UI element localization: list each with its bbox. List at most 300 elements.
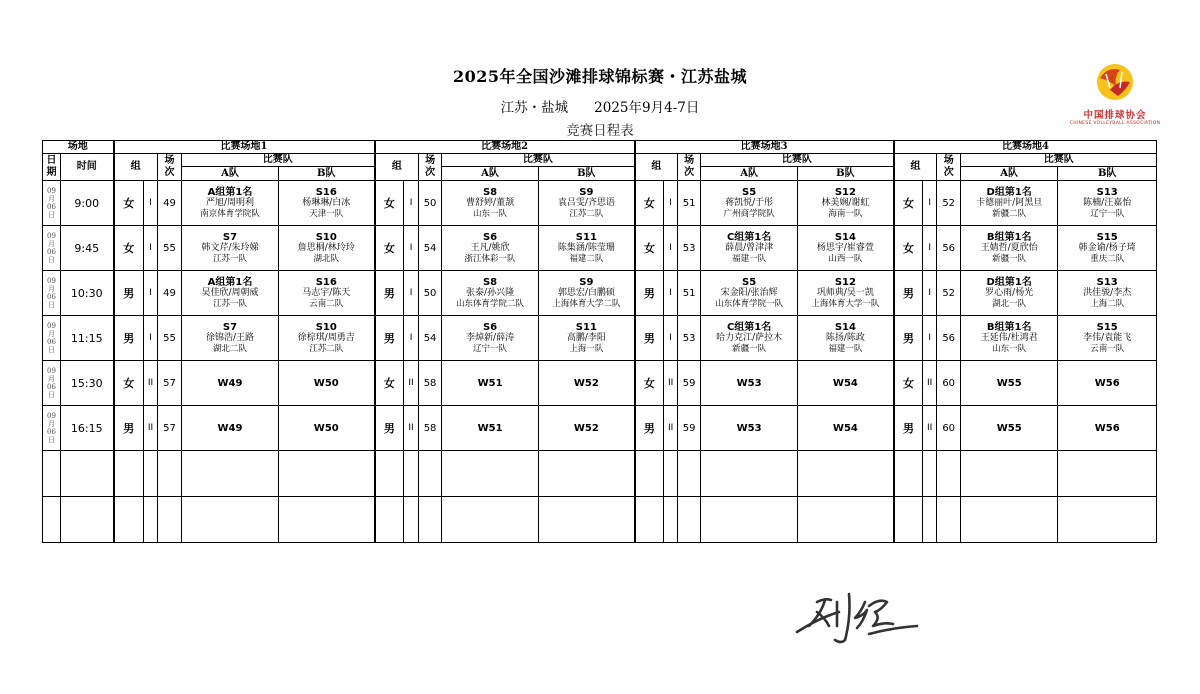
court-4-header: 比赛场地4 [894, 141, 1157, 154]
empty-cell [923, 451, 937, 497]
round-cell: I [923, 316, 937, 361]
team-code: W52 [573, 377, 599, 389]
gender-cell: 男 [635, 406, 664, 451]
team-code: W53 [736, 422, 762, 434]
teams-label: 比赛队 [701, 154, 894, 167]
match-number-cell: 55 [158, 226, 182, 271]
gender-cell: 女 [375, 181, 404, 226]
team-club: 南京体育学院队 [200, 208, 260, 219]
court-1-header: 比赛场地1 [114, 141, 375, 154]
team-b-cell [1058, 181, 1157, 226]
empty-row [43, 497, 1157, 543]
round-cell: I [664, 271, 678, 316]
team-players: 徐锦浩/王路 [205, 332, 255, 343]
empty-cell [61, 497, 114, 543]
date-part: 月 [48, 285, 55, 293]
match-number-cell: 60 [937, 361, 961, 406]
empty-cell [144, 451, 158, 497]
gender-cell: 男 [114, 406, 144, 451]
team-b-cell [539, 406, 635, 451]
team-b-cell [1058, 316, 1157, 361]
empty-cell [419, 451, 442, 497]
team-a-cell [182, 181, 279, 226]
gender-cell: 女 [114, 361, 144, 406]
team-b-cell [279, 181, 375, 226]
empty-cell [279, 451, 375, 497]
date-part: 06 [47, 203, 56, 211]
empty-cell [61, 451, 114, 497]
date-part: 日 [48, 301, 55, 309]
round-cell: I [404, 316, 419, 361]
team-b-cell [539, 316, 635, 361]
round-cell: II [404, 406, 419, 451]
team-club: 福建一队 [732, 253, 767, 264]
team-code: S9 [579, 186, 594, 198]
date-part: 06 [47, 338, 56, 346]
gender-cell: 女 [635, 226, 664, 271]
team-code: W56 [1094, 377, 1120, 389]
schedule-row [43, 406, 1157, 451]
team-a-cell [701, 406, 798, 451]
round-cell: II [144, 406, 158, 451]
round-cell: I [144, 316, 158, 361]
team-club: 辽宁一队 [473, 343, 508, 354]
empty-cell [144, 497, 158, 543]
date-part: 月 [48, 195, 55, 203]
team-players: 哈力克江/萨拉木 [716, 332, 783, 343]
team-code: S5 [742, 186, 757, 198]
team-club: 山东体育学院一队 [715, 298, 784, 309]
team-players: 詹思桐/林玲玲 [297, 242, 355, 253]
team-club: 天津一队 [309, 208, 344, 219]
team-code: S5 [742, 276, 757, 288]
team-players: 蒋凯悦/于彤 [725, 197, 774, 208]
team-a-cell [701, 181, 798, 226]
team-club: 江苏一队 [212, 253, 247, 264]
empty-cell [158, 497, 182, 543]
team-club: 云南二队 [309, 298, 344, 309]
empty-cell [419, 497, 442, 543]
match-number-cell: 54 [419, 226, 442, 271]
team-code: W56 [1094, 422, 1120, 434]
team-code: S13 [1096, 276, 1118, 288]
team-club: 新疆一队 [732, 343, 767, 354]
schedule-table [42, 140, 1157, 543]
team-code: W51 [477, 377, 503, 389]
match-number-cell: 54 [419, 316, 442, 361]
team-a-label: A队 [961, 167, 1058, 181]
match-label: 场 次 [678, 154, 701, 181]
team-players: 马志宇/陈天 [302, 287, 351, 298]
date-cell [43, 406, 61, 451]
team-b-cell [279, 406, 375, 451]
court-3-header: 比赛场地3 [635, 141, 894, 154]
team-players: 徐棕琪/周勇吉 [297, 332, 355, 343]
empty-cell [635, 451, 664, 497]
venue-label: 场地 [43, 141, 114, 154]
gender-cell: 男 [375, 316, 404, 361]
gender-cell: 男 [375, 406, 404, 451]
team-a-cell [442, 316, 539, 361]
team-b-cell [539, 361, 635, 406]
team-b-cell [798, 316, 894, 361]
empty-cell [442, 451, 539, 497]
schedule-row [43, 226, 1157, 271]
date-part: 日 [48, 436, 55, 444]
team-players: 王凡/姚欣 [470, 242, 510, 253]
team-club: 山东体育学院二队 [456, 298, 525, 309]
date-cell [43, 226, 61, 271]
team-code: W55 [996, 422, 1022, 434]
match-number-cell: 55 [158, 316, 182, 361]
match-number-cell: 49 [158, 271, 182, 316]
team-code: S15 [1096, 321, 1118, 333]
empty-cell [664, 451, 678, 497]
team-players: 李伟/袁能飞 [1083, 332, 1132, 343]
date-part: 日 [48, 346, 55, 354]
gender-cell: 女 [894, 361, 923, 406]
header-row-venue [43, 141, 1157, 154]
team-club: 上海体育大学二队 [552, 298, 621, 309]
empty-row [43, 451, 1157, 497]
team-players: 宋金阳/张治辉 [720, 287, 778, 298]
team-players: 陈楠/汪嘉怡 [1083, 197, 1132, 208]
date-part: 09 [47, 187, 56, 195]
team-code: D组第1名 [986, 186, 1032, 198]
teams-label: 比赛队 [961, 154, 1157, 167]
team-code: W49 [217, 422, 243, 434]
team-players: 郭思宏/白鹏硕 [557, 287, 615, 298]
team-code: B组第1名 [986, 321, 1032, 333]
team-code: S11 [575, 321, 597, 333]
date-part: 09 [47, 232, 56, 240]
date-part: 月 [48, 420, 55, 428]
schedule-title: 竞赛日程表 [566, 123, 634, 139]
team-club: 云南一队 [1090, 343, 1125, 354]
match-number-cell: 49 [158, 181, 182, 226]
team-code: S7 [222, 321, 238, 333]
team-players: 韩文芹/朱玲娣 [201, 242, 259, 253]
date-part: 06 [47, 248, 56, 256]
group-label: 组 [375, 154, 419, 181]
empty-cell [404, 451, 419, 497]
team-club: 江苏一队 [212, 298, 247, 309]
team-code: D组第1名 [986, 276, 1032, 288]
match-number-cell: 50 [419, 181, 442, 226]
gender-cell: 女 [635, 181, 664, 226]
match-number-cell: 59 [678, 361, 701, 406]
team-code: A组第1名 [207, 186, 253, 198]
team-club: 湖北二队 [212, 343, 247, 354]
empty-cell [678, 451, 701, 497]
date-cell [43, 271, 61, 316]
logo-subtitle: CHINESE VOLLEYBALL ASSOCIATION [1069, 121, 1161, 126]
date-part: 09 [47, 277, 56, 285]
empty-cell [375, 451, 404, 497]
dates-text: 2025年9月4-7日 [594, 100, 700, 116]
team-code: W51 [477, 422, 503, 434]
team-b-cell [798, 181, 894, 226]
team-code: A组第1名 [207, 276, 253, 288]
team-club: 新疆一队 [992, 253, 1027, 264]
empty-cell [798, 497, 894, 543]
round-cell: II [664, 361, 678, 406]
schedule-row [43, 316, 1157, 361]
time-cell: 16:15 [61, 406, 114, 451]
match-number-cell: 50 [419, 271, 442, 316]
group-label: 组 [894, 154, 937, 181]
team-b-cell [539, 271, 635, 316]
round-cell: I [144, 226, 158, 271]
empty-cell [894, 497, 923, 543]
date-cell [43, 361, 61, 406]
logo-name: 中国排球协会 [1083, 110, 1147, 121]
team-a-cell [961, 406, 1058, 451]
empty-cell [635, 497, 664, 543]
team-club: 福建一队 [828, 343, 863, 354]
gender-cell: 男 [375, 271, 404, 316]
time-cell: 11:15 [61, 316, 114, 361]
empty-cell [182, 451, 279, 497]
team-code: S8 [482, 276, 498, 288]
schedule-row [43, 181, 1157, 226]
team-a-cell [442, 406, 539, 451]
date-cell [43, 316, 61, 361]
team-a-cell [701, 271, 798, 316]
date-part: 月 [48, 375, 55, 383]
team-players: 洪佳骏/李杰 [1083, 287, 1132, 298]
team-club: 上海体育大学一队 [811, 298, 880, 309]
team-a-cell [182, 406, 279, 451]
empty-cell [923, 497, 937, 543]
gender-cell: 女 [635, 361, 664, 406]
team-club: 山西一队 [828, 253, 863, 264]
team-a-cell [961, 271, 1058, 316]
team-club: 重庆二队 [1090, 253, 1125, 264]
match-number-cell: 56 [937, 226, 961, 271]
round-cell: I [404, 271, 419, 316]
team-code: S13 [1096, 186, 1118, 198]
team-players: 李焯新/薛涛 [466, 332, 515, 343]
gender-cell: 女 [375, 361, 404, 406]
round-cell: I [144, 181, 158, 226]
empty-cell [279, 497, 375, 543]
team-club: 上海一队 [569, 343, 604, 354]
team-code: B组第1名 [986, 231, 1032, 243]
empty-cell [678, 497, 701, 543]
empty-cell [798, 451, 894, 497]
date-part: 09 [47, 322, 56, 330]
team-club: 上海二队 [1090, 298, 1125, 309]
team-club: 湖北一队 [992, 298, 1027, 309]
team-b-cell [279, 361, 375, 406]
round-cell: II [664, 406, 678, 451]
gender-cell: 男 [635, 271, 664, 316]
team-b-cell [1058, 406, 1157, 451]
team-code: S6 [482, 321, 498, 333]
team-players: 杨琳琳/白冰 [302, 197, 351, 208]
date-part: 09 [47, 412, 56, 420]
gender-cell: 男 [635, 316, 664, 361]
team-players: 严旭/周明利 [205, 197, 255, 208]
team-a-cell [182, 226, 279, 271]
round-cell: I [923, 226, 937, 271]
time-cell: 10:30 [61, 271, 114, 316]
team-a-cell [442, 361, 539, 406]
empty-cell [404, 497, 419, 543]
date-part: 月 [48, 240, 55, 248]
team-code: S16 [315, 276, 337, 288]
team-players: 罗心雨/杨光 [985, 287, 1034, 298]
team-code: S14 [834, 321, 856, 333]
team-a-cell [701, 316, 798, 361]
team-code: W55 [996, 377, 1022, 389]
team-code: C组第1名 [726, 321, 772, 333]
empty-cell [182, 497, 279, 543]
team-b-cell [539, 181, 635, 226]
team-code: S8 [482, 186, 498, 198]
team-players: 陈集涵/陈莹珊 [557, 242, 615, 253]
team-a-cell [961, 361, 1058, 406]
match-label: 场 次 [937, 154, 961, 181]
empty-cell [701, 451, 798, 497]
teams-label: 比赛队 [182, 154, 375, 167]
gender-cell: 男 [894, 271, 923, 316]
gender-cell: 男 [114, 271, 144, 316]
team-a-cell [701, 226, 798, 271]
round-cell: I [923, 271, 937, 316]
team-players: 卡德丽叶/阿黑旦 [976, 197, 1043, 208]
team-code: W54 [832, 377, 858, 389]
round-cell: I [404, 226, 419, 271]
team-b-label: B队 [279, 167, 375, 181]
match-number-cell: 59 [678, 406, 701, 451]
match-number-cell: 58 [419, 361, 442, 406]
team-code: W50 [313, 377, 339, 389]
team-club: 浙江体彩一队 [464, 253, 516, 264]
team-b-cell [1058, 271, 1157, 316]
team-club: 广州商学院队 [723, 208, 775, 219]
team-b-cell [279, 226, 375, 271]
date-part: 日 [48, 391, 55, 399]
match-number-cell: 51 [678, 271, 701, 316]
empty-cell [937, 451, 961, 497]
team-code: S10 [315, 321, 337, 333]
team-players: 薛晨/曾津津 [725, 242, 774, 253]
court-2-header: 比赛场地2 [375, 141, 635, 154]
empty-cell [894, 451, 923, 497]
gender-cell: 女 [114, 181, 144, 226]
team-code: S12 [834, 186, 856, 198]
round-cell: II [404, 361, 419, 406]
team-club: 海南一队 [828, 208, 863, 219]
team-code: S15 [1096, 231, 1118, 243]
team-players: 曹舒婷/董颉 [466, 197, 515, 208]
team-code: S16 [315, 186, 337, 198]
match-number-cell: 60 [937, 406, 961, 451]
empty-cell [664, 497, 678, 543]
date-part: 月 [48, 330, 55, 338]
team-players: 袁吕雯/齐思语 [557, 197, 615, 208]
team-a-label: A队 [701, 167, 798, 181]
round-cell: I [664, 316, 678, 361]
team-a-label: A队 [182, 167, 279, 181]
team-a-cell [442, 271, 539, 316]
team-b-cell [798, 406, 894, 451]
team-players: 吴佳欣/周朝威 [201, 287, 259, 298]
empty-cell [375, 497, 404, 543]
match-number-cell: 53 [678, 226, 701, 271]
team-b-cell [279, 316, 375, 361]
match-number-cell: 51 [678, 181, 701, 226]
date-part: 06 [47, 293, 56, 301]
date-part: 09 [47, 367, 56, 375]
team-code: C组第1名 [726, 231, 772, 243]
team-club: 湖北队 [313, 253, 340, 264]
time-cell: 9:00 [61, 181, 114, 226]
round-cell: I [664, 181, 678, 226]
team-b-cell [279, 271, 375, 316]
date-part: 日 [48, 256, 55, 264]
group-label: 组 [635, 154, 678, 181]
team-b-cell [1058, 361, 1157, 406]
time-label: 时间 [61, 154, 114, 181]
team-b-cell [539, 226, 635, 271]
team-players: 陈扬/陈政 [825, 332, 865, 343]
team-players: 林美娴/谢虹 [821, 197, 870, 208]
team-code: W54 [832, 422, 858, 434]
team-a-cell [182, 271, 279, 316]
gender-cell: 女 [375, 226, 404, 271]
team-code: W50 [313, 422, 339, 434]
empty-cell [43, 497, 61, 543]
gender-cell: 男 [894, 406, 923, 451]
date-part: 06 [47, 428, 56, 436]
empty-cell [539, 451, 635, 497]
team-players: 巩师典/吴一凯 [816, 287, 874, 298]
schedule-row [43, 361, 1157, 406]
team-a-cell [442, 226, 539, 271]
document-subtitle [0, 96, 1200, 116]
date-label: 日 期 [43, 154, 61, 181]
team-code: S10 [315, 231, 337, 243]
team-code: S14 [834, 231, 856, 243]
empty-cell [701, 497, 798, 543]
team-club: 江苏二队 [569, 208, 604, 219]
gender-cell: 男 [894, 316, 923, 361]
date-cell [43, 181, 61, 226]
team-a-cell [961, 226, 1058, 271]
team-code: W52 [573, 422, 599, 434]
empty-cell [961, 451, 1058, 497]
gender-cell: 女 [894, 226, 923, 271]
team-a-cell [961, 316, 1058, 361]
match-number-cell: 58 [419, 406, 442, 451]
team-club: 新疆二队 [992, 208, 1027, 219]
schedule-body [43, 181, 1157, 543]
team-a-cell [442, 181, 539, 226]
round-cell: II [923, 406, 937, 451]
empty-cell [43, 451, 61, 497]
date-part: 日 [48, 211, 55, 219]
match-label: 场 次 [419, 154, 442, 181]
match-number-cell: 56 [937, 316, 961, 361]
team-b-cell [798, 361, 894, 406]
team-b-cell [798, 226, 894, 271]
team-code: S11 [575, 231, 597, 243]
team-b-label: B队 [798, 167, 894, 181]
team-code: S9 [579, 276, 594, 288]
